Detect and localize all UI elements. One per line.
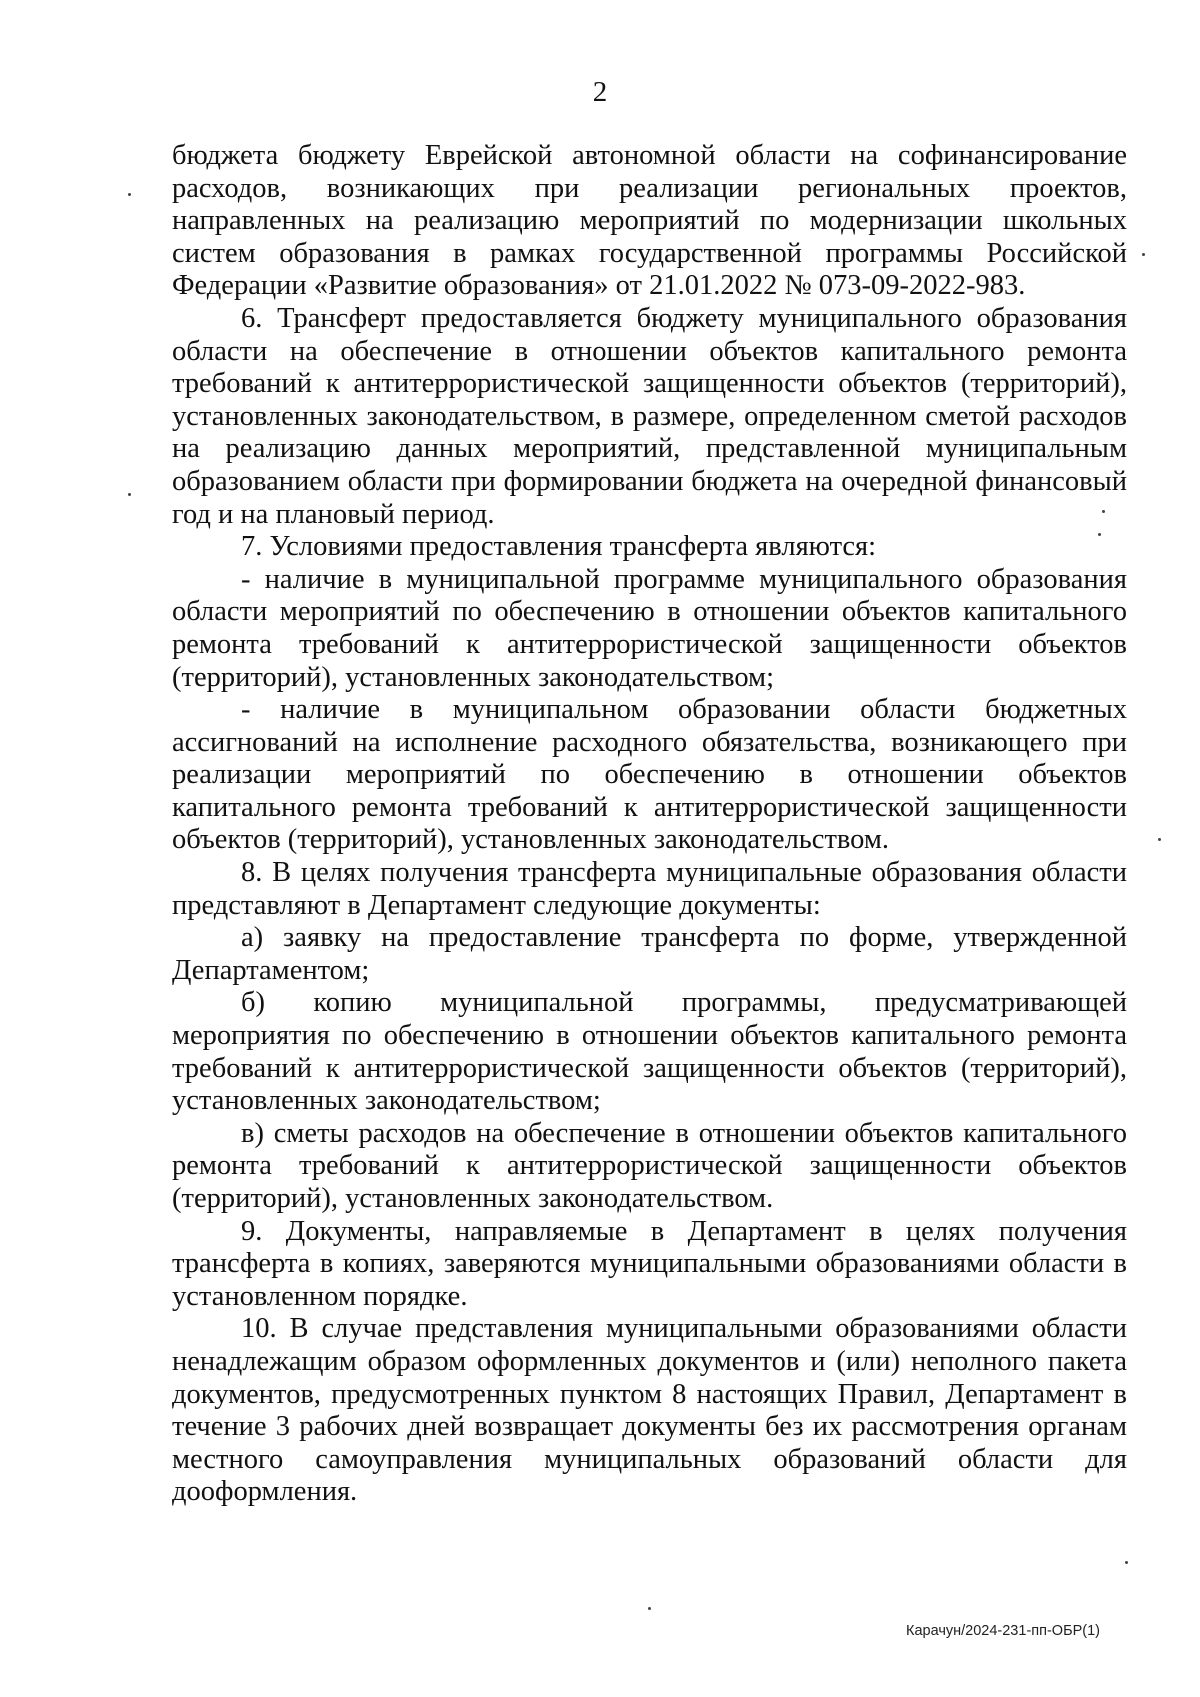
paragraph-continuation: бюджета бюджету Еврейской автономной области на софинансирование расходов, возникающих при реализации региональных проектов, направленных на реализацию мероприятий по модернизации школьных систем образования в рамках государственной программы Российской Федерации «Развитие образования» от 21.01.2022 № 073-09-2022-983. — [172, 140, 1127, 302]
document-body — [172, 140, 1127, 1509]
paragraph-condition-2: - наличие в муниципальном образовании области бюджетных ассигнований на исполнение расходного обязательства, возникающего при реализации мероприятий по обеспечению в отношении объектов капитального ремонта требований к антитеррористической защищенности объектов (территорий), установленных законодательством. — [172, 694, 1127, 856]
paragraph-item-8b: б) копию муниципальной программы, предусматривающей мероприятия по обеспечению в отношении объектов капитального ремонта требований к антитеррористической защищенности объектов (территорий), установленных законодательством; — [172, 987, 1127, 1117]
document-reference-code: Карачун/2024-231-пп-ОБР(1) — [906, 1623, 1100, 1639]
paragraph-item-10: 10. В случае представления муниципальными образованиями области ненадлежащим образом оформленных документов и (или) неполного пакета документов, предусмотренных пунктом 8 настоящих Правил, Департамент в течение 3 рабочих дней возвращает документы без их рассмотрения органам местного самоуправления муниципальных образований области для дооформления. — [172, 1313, 1127, 1508]
scan-speck — [1158, 838, 1161, 841]
scan-speck — [1102, 510, 1105, 513]
paragraph-item-6: 6. Трансферт предоставляется бюджету муниципального образования области на обеспечение в отношении объектов капитального ремонта требований к антитеррористической защищенности объектов (территорий), установленных законодательством, в размере, определенном сметой расходов на реализацию данных мероприятий, представленной муниципальным образованием области при формировании бюджета на очередной финансовый год и на плановый период. — [172, 302, 1127, 530]
paragraph-item-8a: а) заявку на предоставление трансферта по форме, утвержденной Департаментом; — [172, 922, 1127, 986]
scan-speck — [1125, 1561, 1128, 1564]
paragraph-item-9: 9. Документы, направляемые в Департамент в целях получения трансферта в копиях, заверяются муниципальными образованиями области в установленном порядке. — [172, 1215, 1127, 1312]
scan-speck — [128, 193, 131, 196]
page-number: 2 — [592, 76, 608, 108]
paragraph-item-8v: в) сметы расходов на обеспечение в отношении объектов капитального ремонта требований к антитеррористической защищенности объектов (территорий), установленных законодательством. — [172, 1117, 1127, 1214]
paragraph-condition-1: - наличие в муниципальной программе муниципального образования области мероприятий по обеспечению в отношении объектов капитального ремонта требований к антитеррористической защищенности объектов (территорий), установленных законодательством; — [172, 563, 1127, 693]
scan-speck — [1098, 533, 1101, 536]
scan-speck — [128, 493, 131, 496]
scan-speck — [1142, 253, 1145, 256]
scan-speck — [648, 1607, 651, 1610]
paragraph-item-7: 7. Условиями предоставления трансферта являются: — [241, 531, 877, 563]
paragraph-item-8: 8. В целях получения трансферта муниципальные образования области представляют в Департамент следующие документы: — [172, 857, 1127, 921]
